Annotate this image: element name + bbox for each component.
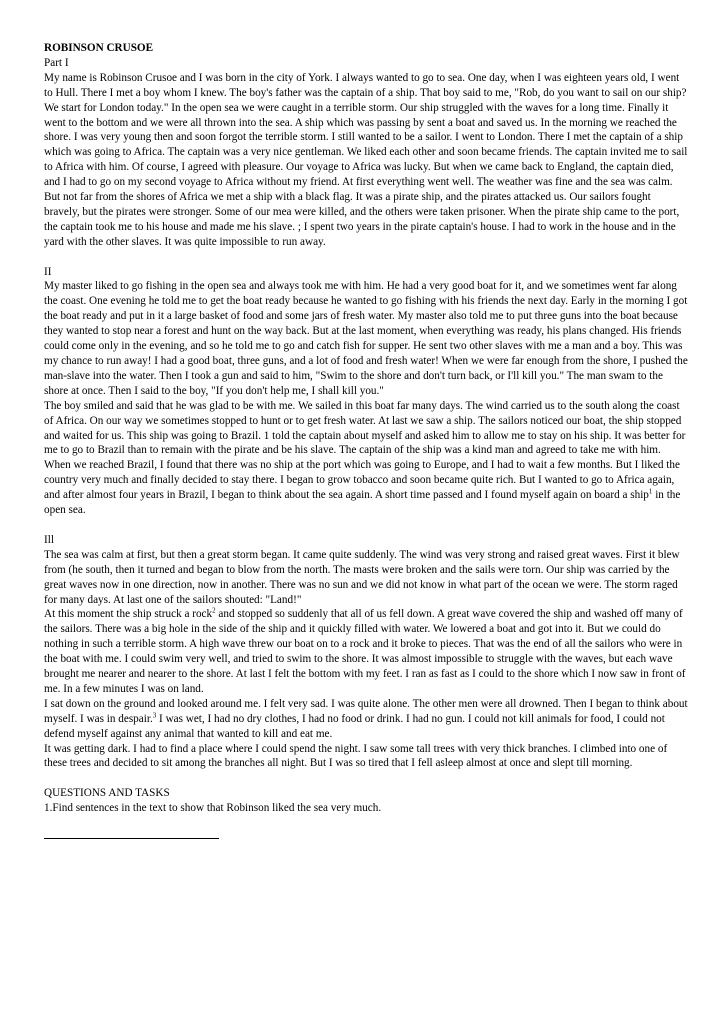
questions-heading: QUESTIONS AND TASKS — [44, 787, 170, 800]
part-3-paragraph-3-start: I sat down on the ground and looked around me. I felt very sad. I was quite alone. The other men were all drowned. Then I began to think about myself. I was in despair. — [44, 697, 688, 725]
document-title: ROBINSON CRUSOE — [44, 42, 154, 54]
question-1: 1.Find sentences in the text to show that Robinson liked the sea very much. — [44, 802, 382, 815]
footnote-marker-2: 2 — [212, 606, 216, 615]
part-3-paragraph-2-rest: and stopped so suddenly that all of us fell down. A great wave covered the ship and washed off many of the sailors. There was a big hole in the side of the ship and it quickly filled with water. We lowered a boat and got into it. But we could do nothing in such a terrible storm. A high wave threw our boat on to a rock and it broke to pieces. That was the end of all the sailors who were in the boat with me. I could swim very well, and tried to swim to the shore. It was almost impossible to struggle with the waves, but each wave brought me nearer and nearer to the shore. At last I felt the bottom with my feet. I ran as fast as I could to the shore which I now saw in front of me. In a few minutes I was on land. — [44, 608, 686, 695]
footnote-marker-3: 3 — [152, 711, 157, 720]
footnote-separator — [44, 838, 219, 839]
part-1 — [44, 56, 689, 250]
part-3-paragraph-3 — [44, 697, 689, 742]
part-3-paragraph-2 — [44, 607, 689, 696]
part-2-paragraph-2-text: The boy smiled and said that he was glad to be with me. We sailed in this boat far many days. The wind carried us to the south along the coast of Africa. On our way we sometimes stopped to hunt or to get fresh water. At last we saw a ship. The sailors noticed our boat, the ship stopped and waited for us. This ship was going to Brazil. 1 told the captain about myself and asked him to allow me to stay on his ship. It was better for me to go to Brazil than to remain with the pirate and be his slave. The captain of the ship was a kind man and agreed to take me with him. When we reached Brazil, I found that there was no ship at the port which was going to Europe, and I had to wait a few months. But I liked the country very much and finally decided to stay there. I began to grow tobacco and soon became quite rich. But I wanted to go to Africa again, and after almost four years in Brazil, I began to think about the sea again. A short time passed and I found myself again on board a ship — [44, 399, 686, 502]
questions-section — [44, 786, 689, 816]
part-2-paragraph-1: My master liked to go fishing in the open sea and always took me with him. He had a very good boat for it, and we sometimes went far along the coast. One evening he told me to get the boat ready because he wanted to go fishing with his friends the next day. Early in the morning I got the boat ready and put in it a large basket of food and some jars of fresh water. My master also told me to put three guns into the boat because they wanted to stop near a forest and hunt on the way back. But at the last moment, when everything was ready, his plans changed. His friends could come only in the evening, and so he told me to go and catch fish for supper. He sent two other slaves with me a man and a boy. This was my chance to run away! I had a good boat, three guns, and a lot of food and fresh water! When we were far enough from the shore, I pushed the man-slave into the water. Then I took a gun and said to him, "Swim to the shore and don't turn back, or I'll kill you." The man swam to the shore at once. Then I said to the boy, "If you don't help me, I shall kill you." — [44, 280, 688, 397]
part-3-paragraph-3-rest: I was wet, I had no dry clothes, I had no food or drink. I had no gun. I could not kill animals for food, I could not defend myself against any animal that wanted to kill and eat me. — [44, 712, 665, 740]
part-2-heading: II — [44, 265, 52, 278]
part-3-heading: Ill — [44, 533, 54, 546]
part-1-heading: Part I — [44, 56, 69, 69]
part-2-paragraph-2-end: in the open sea. — [44, 489, 681, 517]
part-3-paragraph-1: The sea was calm at first, but then a great storm began. It came quite suddenly. The wind was very strong and raised great waves. First it blew from (he south, then it turned and began to blow from the north. The masts were broken and the sails were torn. Our ship was carried by the great waves now in one direction, now in another. There was no sun and we did not know in what part of the ocean we were. The storm raged for many days. At last one of the sailors shouted: "Land!" — [44, 548, 680, 606]
part-1-text: My name is Robinson Crusoe and I was born in the city of York. I always wanted to go to sea. One day, when I was eighteen years old, I went to Hull. There I met a boy whom I knew. The boy's father was the captain of a ship. That boy said to me, "Rob, do you want to sail on our ship? We start for London today." In the open sea we were caught in a terrible storm. Our ship struggled with the waves for a long time. Finally it went to the bottom and we were all thrown into the sea. A ship which was passing by sent a boat and saved us. In the morning we reached the shore. I was very young then and soon forgot the terrible storm. I still wanted to be a sailor. I went to London. There I met the captain of a ship which was going to Africa. The captain was a very nice gentleman. We liked each other and soon became friends. The captain invited me to sail to Africa with him. Of course, I agreed with pleasure. Our voyage to Africa was lucky. But when we came back to England, the captain died, and I had to go on my second voyage to Africa without my friend. At first everything went well. The weather was fine and the sea was calm. But not far from the shores of Africa we met a ship with a black flag. It was a pirate ship, and the pirates attacked us. Our sailors fought bravely, but the pirates were stronger. Some of our mea were killed, and the others were taken prisoner. When the pirate ship came to the port, the captain took me to his house and made me his slave. ; I spent two years in the pirate captain's house. I had to work in the house and in the yard with the other slaves. It was quite impossible to run away. — [44, 71, 688, 248]
part-3 — [44, 533, 689, 772]
part-2 — [44, 265, 689, 518]
part-2-paragraph-2 — [44, 399, 689, 518]
part-3-paragraph-4: It was getting dark. I had to find a place where I could spend the night. I saw some tall trees with very thick branches. I climbed into one of these trees and decided to sit among the branches all night. But I was so tired that I fell asleep almost at once and slept till morning. — [44, 742, 668, 770]
footnote-marker-1: 1 — [648, 487, 653, 496]
part-3-paragraph-2-start: At this moment the ship struck a rock — [44, 608, 213, 621]
